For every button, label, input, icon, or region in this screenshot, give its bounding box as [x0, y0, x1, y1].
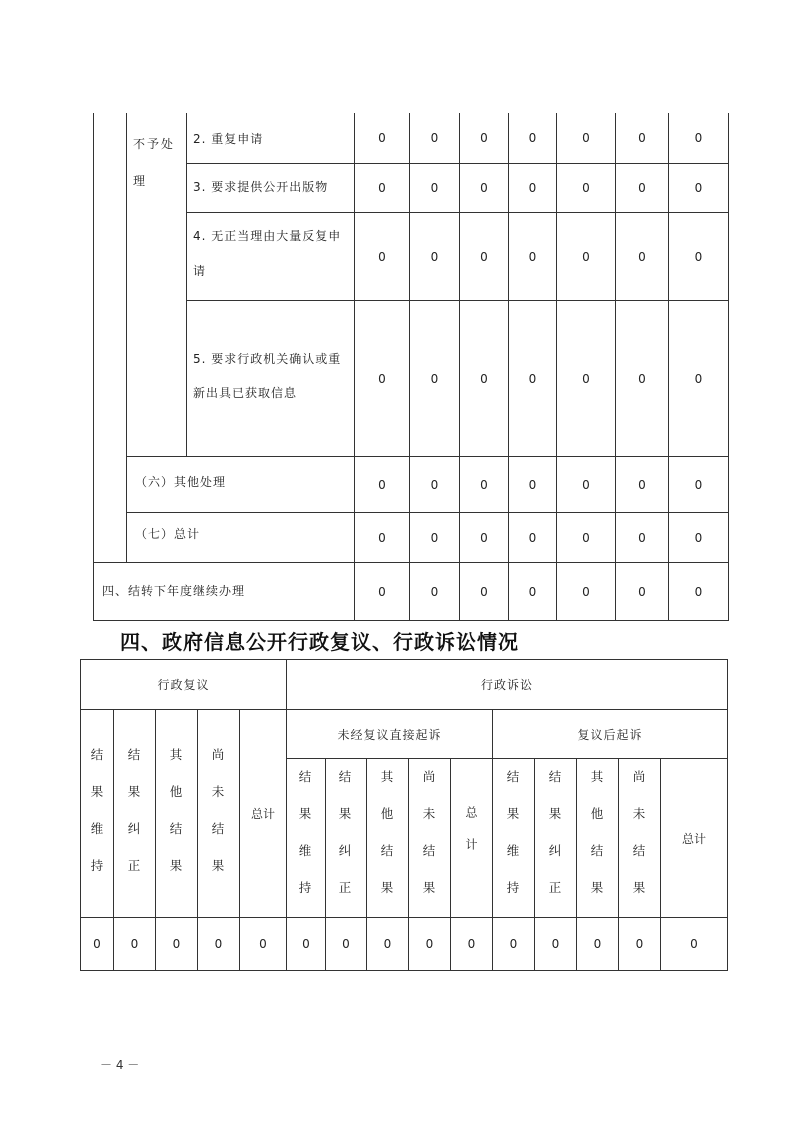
row-label-total: （七）总计 [135, 527, 201, 541]
col-header-corrected: 结 果 纠 正 [127, 747, 141, 873]
table-cell: 0 [638, 249, 646, 264]
table-cell: 0 [430, 131, 439, 145]
table-cell: 0 [528, 584, 537, 599]
table-cell: 0 [694, 530, 703, 545]
section-heading: 四、政府信息公开行政复议、行政诉讼情况 [120, 630, 519, 654]
col-header-total: 总计 [250, 807, 275, 821]
row-label-repeat-request: 2. 重复申请 [193, 132, 264, 146]
header-direct-litigation: 未经复议直接起诉 [337, 727, 442, 742]
col-header-corrected: 结 果 纠 正 [338, 769, 352, 895]
header-admin-review: 行政复议 [157, 678, 210, 692]
table-cell: 0 [582, 249, 590, 264]
table-cell: 0 [694, 131, 703, 145]
col-header-pending: 尚 未 结 果 [422, 769, 436, 895]
table-cell: 0 [694, 249, 703, 264]
table-cell: 0 [430, 530, 439, 545]
table-cell: 0 [638, 530, 646, 545]
table-cell: 0 [528, 249, 537, 264]
table-cell: 0 [551, 937, 560, 951]
row-label-confirm-info-cont: 新出具已获取信息 [193, 386, 298, 400]
table-cell: 0 [214, 937, 223, 951]
table-cell: 0 [582, 477, 590, 492]
table-cell: 0 [378, 131, 386, 145]
header-admin-litigation: 行政诉讼 [480, 678, 533, 692]
col-header-other: 其 他 结 果 [380, 769, 394, 895]
row-label-repeated-request-cont: 请 [193, 264, 207, 278]
table-cell: 0 [378, 371, 386, 386]
table-cell: 0 [480, 181, 488, 195]
table-cell: 0 [383, 937, 392, 951]
table-cell: 0 [694, 371, 703, 386]
table-cell: 0 [582, 181, 590, 195]
table-cell: 0 [302, 937, 310, 951]
table-cell: 0 [690, 937, 698, 951]
table-cell: 0 [480, 371, 488, 386]
row-label-confirm-info: 5. 要求行政机关确认或重 [193, 352, 342, 366]
table-cell: 0 [582, 131, 590, 145]
table-cell: 0 [582, 530, 590, 545]
table-cell: 0 [528, 530, 537, 545]
table-cell: 0 [430, 371, 439, 386]
table-cell: 0 [528, 181, 537, 195]
table-cell: 0 [694, 584, 703, 599]
table-cell: 0 [467, 937, 476, 951]
table-cell: 0 [635, 937, 644, 951]
table-cell: 0 [378, 530, 386, 545]
col-header-upheld: 结 果 维 持 [298, 769, 312, 895]
table-cell: 0 [378, 181, 386, 195]
table-cell: 0 [130, 937, 139, 951]
table-cell: 0 [430, 249, 439, 264]
col-header-other: 其 他 结 果 [169, 747, 183, 873]
table-cell: 0 [638, 477, 646, 492]
table-cell: 0 [93, 937, 101, 951]
table-cell: 0 [638, 131, 646, 145]
table-cell: 0 [378, 584, 386, 599]
table-cell: 0 [694, 181, 703, 195]
table-cell: 0 [582, 584, 590, 599]
table-cell: 0 [425, 937, 434, 951]
table-cell: 0 [378, 249, 386, 264]
table-cell: 0 [528, 371, 537, 386]
table-cell: 0 [480, 131, 488, 145]
table-cell: 0 [509, 937, 518, 951]
row-label-repeated-request: 4. 无正当理由大量反复申 [193, 229, 342, 243]
col-header-total: 总计 [681, 831, 706, 846]
col-header-pending: 尚 未 结 果 [632, 769, 646, 895]
table-cell: 0 [480, 477, 488, 492]
table-cell: 0 [694, 477, 703, 492]
table-cell: 0 [528, 477, 537, 492]
col-header-corrected: 结 果 纠 正 [548, 769, 562, 895]
table-cell: 0 [528, 131, 537, 145]
table-cell: 0 [259, 937, 267, 951]
table-cell: 0 [480, 584, 488, 599]
table-cell: 0 [480, 530, 488, 545]
table-cell: 0 [430, 181, 439, 195]
table-cell: 0 [480, 249, 488, 264]
col-header-upheld: 结 果 维 持 [506, 769, 520, 895]
row-label-other-processing: （六）其他处理 [135, 475, 227, 489]
table-cell: 0 [430, 477, 439, 492]
table-cell: 0 [638, 371, 646, 386]
table-cell: 0 [378, 477, 386, 492]
group-label-no-processing: 不予处理 [133, 137, 176, 188]
col-header-upheld: 结 果 维 持 [90, 747, 104, 873]
table-cell: 0 [593, 937, 602, 951]
table-cell: 0 [172, 937, 181, 951]
table-cell: 0 [582, 371, 590, 386]
col-header-other: 其 他 结 果 [590, 769, 604, 895]
header-after-review-litigation: 复议后起诉 [577, 727, 643, 742]
page-number: － 4 － [100, 1058, 140, 1072]
row-label-carry-over: 四、结转下年度继续办理 [102, 584, 246, 598]
table-cell: 0 [430, 584, 439, 599]
table-cell: 0 [342, 937, 350, 951]
table-cell: 0 [638, 181, 646, 195]
col-header-total: 总计 [464, 806, 478, 870]
table-cell: 0 [638, 584, 646, 599]
row-label-public-publication: 3. 要求提供公开出版物 [193, 180, 329, 194]
col-header-pending: 尚 未 结 果 [211, 747, 225, 873]
